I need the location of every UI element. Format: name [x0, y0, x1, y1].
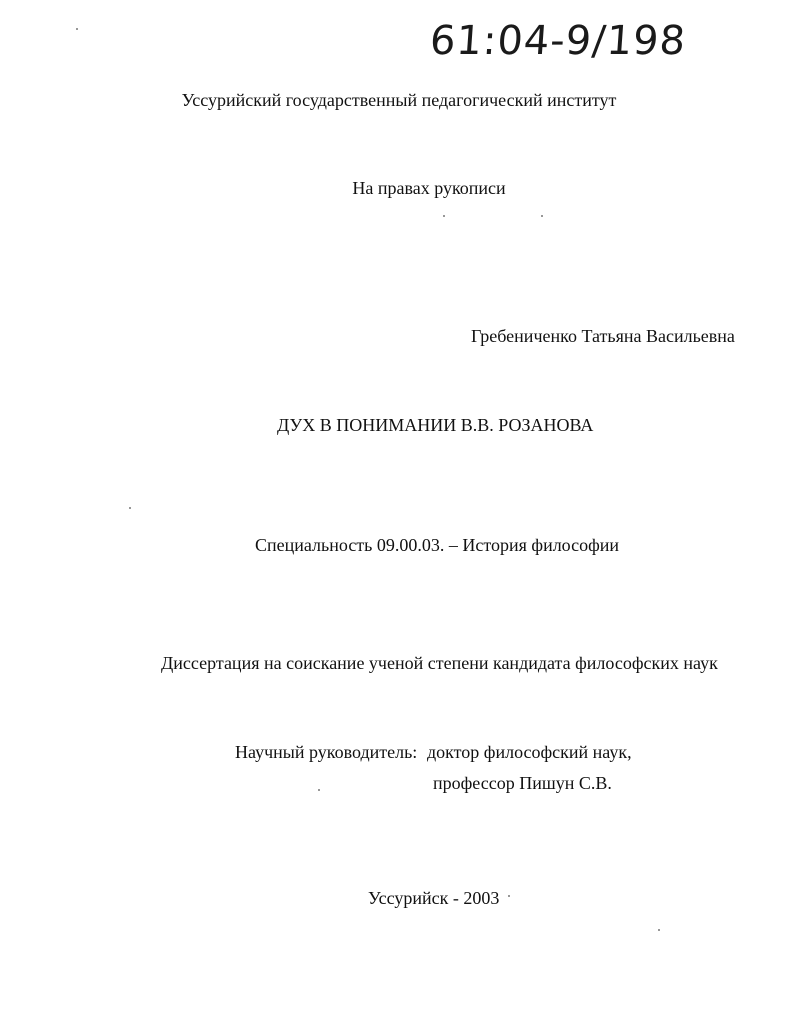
manuscript-rights: На правах рукописи [352, 178, 506, 198]
institution-name: Уссурийский государственный педагогический институт [181, 90, 617, 110]
scan-speck [541, 215, 543, 217]
scan-speck [443, 215, 445, 217]
scan-speck [129, 507, 131, 509]
scan-speck [508, 895, 510, 897]
specialty: Специальность 09.00.03. – История философии [255, 535, 620, 555]
archive-code-handwritten: 61:04-9/198 [428, 18, 688, 64]
scan-speck [318, 789, 320, 791]
scan-speck [658, 929, 660, 931]
author-name: Гребениченко Татьяна Васильевна [471, 326, 735, 346]
supervisor-label: Научный руководитель: [235, 742, 418, 762]
degree-statement: Диссертация на соискание ученой степени кандидата философских наук [161, 653, 718, 673]
supervisor-degree: доктор философский наук, [427, 742, 632, 762]
place-year: Уссурийск - 2003 [368, 888, 500, 908]
supervisor-name: профессор Пишун С.В. [433, 773, 612, 793]
dissertation-title: ДУХ В ПОНИМАНИИ В.В. РОЗАНОВА [277, 415, 594, 435]
scan-speck [76, 28, 78, 30]
